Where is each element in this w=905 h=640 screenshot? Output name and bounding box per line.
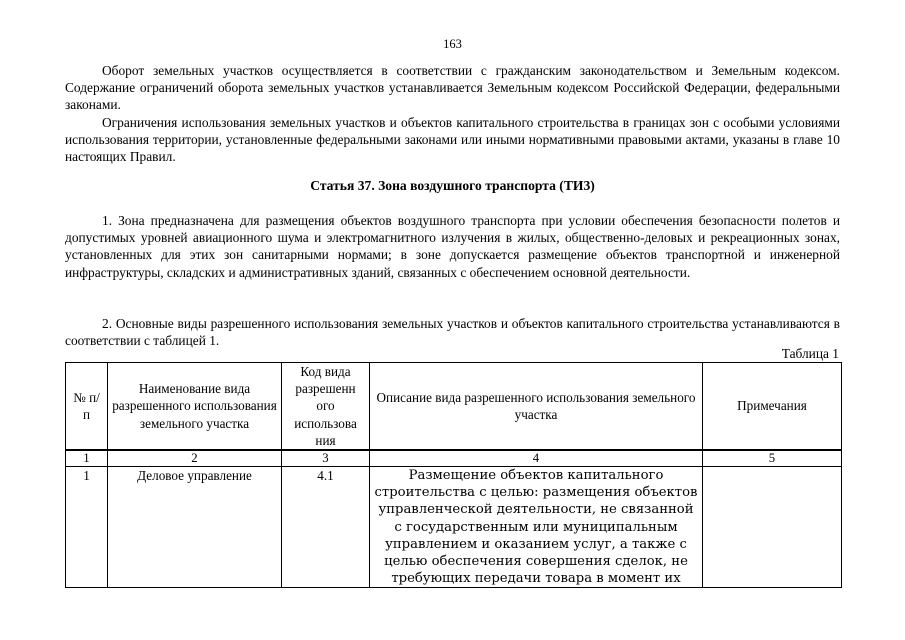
header-use-description: Описание вида разрешенного использования земельного участка: [370, 363, 703, 451]
table-row: [66, 467, 842, 588]
paragraph-zone-purpose: 1. Зона предназначена для размещения объектов воздушного транспорта при условии обеспечения безопасности полетов и допустимых уровней авиационного шума и электромагнитного излучения в жилых, общественно-деловых и рекреационных зонах, установленных для этих зон санитарными нормами; в зоне допускается размещение объектов транспортной и инженерной инфраструктуры, складских и административных зданий, связанных с обеспечением основной деятельности.: [65, 213, 840, 280]
header-notes: Примечания: [703, 363, 842, 451]
row-notes: [703, 467, 842, 588]
header-use-name: Наименование вида разрешенного использования земельного участка: [108, 363, 282, 451]
header-number: № п/п: [66, 363, 108, 451]
paragraph-permitted-uses: 2. Основные виды разрешенного использования земельных участков и объектов капитального строительства устанавливаются в соответствии с таблицей 1.: [65, 316, 840, 349]
row-use-code: 4.1: [282, 467, 370, 588]
table-caption: Таблица 1: [781, 346, 839, 361]
column-number: 3: [282, 450, 370, 467]
paragraph-land-restrictions: Ограничения использования земельных участков и объектов капитального строительства в границах зон с особыми условиями использования территории, установленные федеральными законами или иными нормативными правовыми актами, указаны в главе 10 настоящих Правил.: [65, 114, 840, 165]
page-number: 163: [443, 37, 462, 51]
row-number: 1: [66, 467, 108, 588]
article-paragraph-2: [65, 315, 840, 349]
table-column-numbers-row: [66, 450, 842, 467]
intro-section: [65, 62, 840, 165]
column-number: 2: [108, 450, 282, 467]
column-number: 1: [66, 450, 108, 467]
permitted-use-table: [65, 362, 842, 588]
article-paragraph-1: [65, 212, 840, 281]
table-header-row: [66, 363, 842, 451]
column-number: 4: [370, 450, 703, 467]
row-use-name: Деловое управление: [108, 467, 282, 588]
paragraph-land-turnover: Оборот земельных участков осуществляется в соответствии с гражданским законодательством и Земельным кодексом. Содержание ограничений оборота земельных участков устанавливается Земельным кодексом Российской Федерации, федеральными законами.: [65, 63, 840, 113]
row-use-description: Размещение объектов капитального строительства с целью: размещения объектов управленческой деятельности, не связанной с государственным или муниципальным управлением и оказанием услуг, а также с целью обеспечения совершения сделок, не требующих передачи товара в момент их: [370, 467, 703, 588]
column-number: 5: [703, 450, 842, 467]
article-heading: Статья 37. Зона воздушного транспорта (ТИ3): [310, 178, 595, 193]
header-use-code: Код вида разрешенн ого использова ния: [282, 363, 370, 451]
